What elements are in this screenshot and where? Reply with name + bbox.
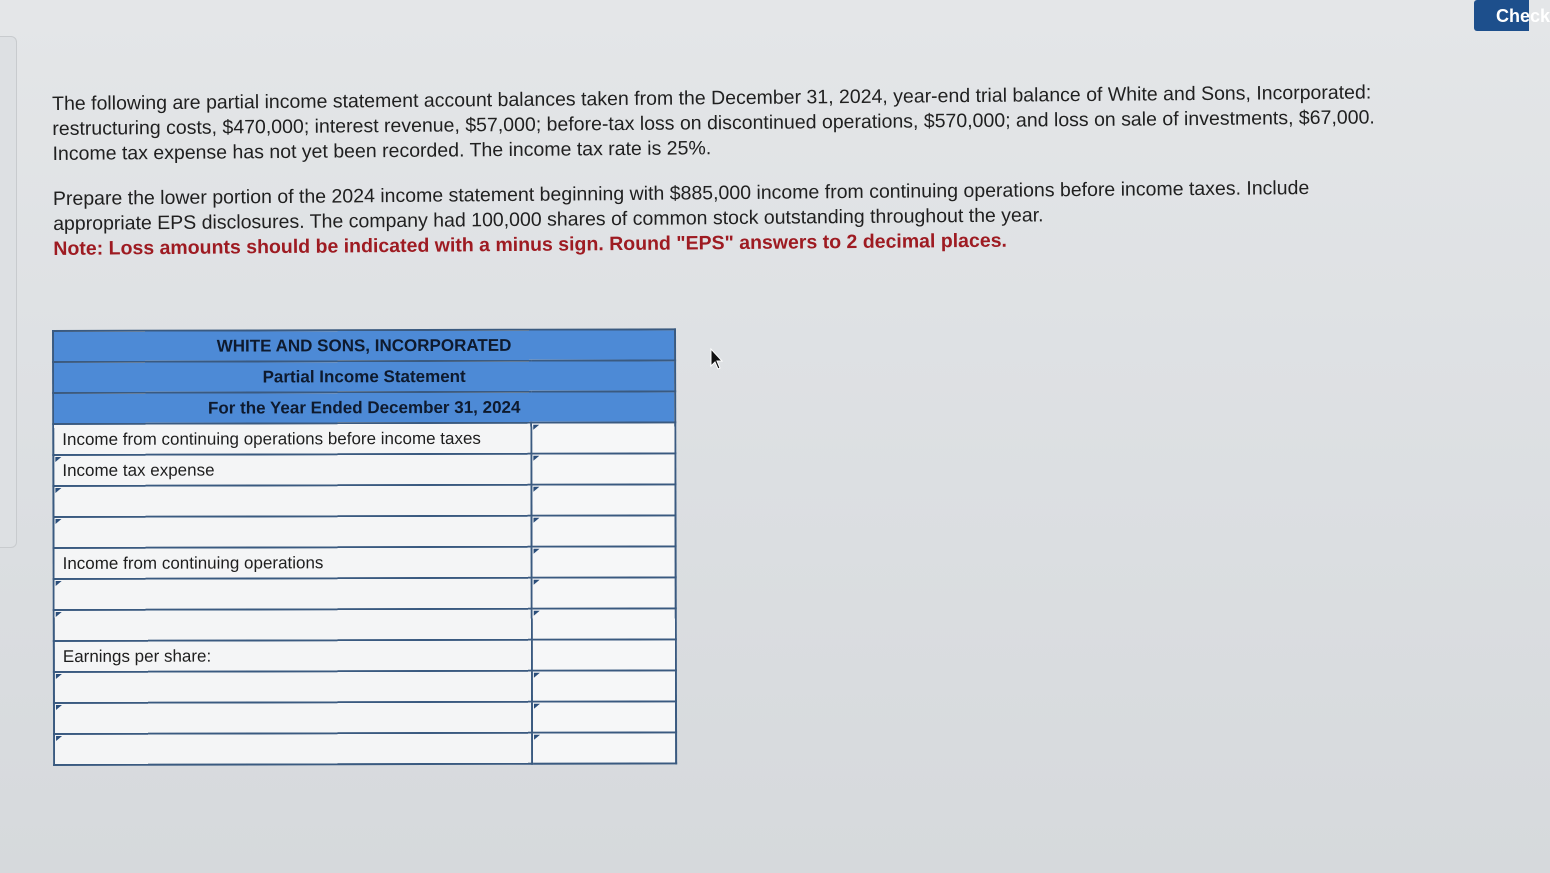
amount-cell[interactable] <box>531 515 676 546</box>
mouse-pointer-icon <box>710 348 724 372</box>
statement-title: Partial Income Statement <box>53 360 675 393</box>
amount-cell[interactable] <box>532 732 677 763</box>
amount-input[interactable] <box>532 548 675 575</box>
table-row <box>53 422 675 455</box>
amount-cell[interactable] <box>531 453 676 484</box>
dropdown-marker-icon <box>533 425 539 430</box>
amount-cell[interactable] <box>531 422 676 453</box>
statement-period: For the Year Ended December 31, 2024 <box>53 391 675 424</box>
table-row <box>54 577 676 610</box>
row-label: Earnings per share: <box>62 646 212 666</box>
row-label: Income tax expense <box>62 460 215 480</box>
dropdown-marker-icon <box>55 457 61 462</box>
dropdown-marker-icon <box>533 611 539 616</box>
label-input[interactable] <box>60 611 531 639</box>
dropdown-marker-icon <box>56 705 62 710</box>
problem-paragraph-2 <box>53 175 1394 262</box>
row-label-cell[interactable] <box>54 671 532 703</box>
amount-cell[interactable] <box>531 577 676 608</box>
dropdown-marker-icon <box>56 581 62 586</box>
dropdown-marker-icon <box>533 518 539 523</box>
problem-instructions: Prepare the lower portion of the 2024 income statement beginning with $885,000 income from continuing operations before income taxes. Include appropriate EPS disclosures. The company had 100,000 shares of common stock outstanding throughout the year. <box>52 177 1310 235</box>
company-name: WHITE AND SONS, INCORPORATED <box>53 329 675 362</box>
statement-header-period <box>53 391 675 424</box>
dropdown-marker-icon <box>56 612 62 617</box>
amount-input[interactable] <box>532 610 675 637</box>
row-label: Income from continuing operations before income taxes <box>62 428 481 449</box>
dropdown-marker-icon <box>56 674 62 679</box>
amount-input[interactable] <box>532 703 675 730</box>
row-label-cell[interactable] <box>53 516 531 548</box>
income-statement-table <box>52 328 677 766</box>
label-input[interactable] <box>60 735 531 763</box>
dropdown-marker-icon <box>56 736 62 741</box>
statement-header-company <box>53 329 675 362</box>
table-row <box>54 732 676 765</box>
row-label-cell[interactable] <box>54 609 532 641</box>
dropdown-marker-icon <box>55 519 61 524</box>
statement-header-title <box>53 360 675 393</box>
amount-cell[interactable] <box>531 608 676 639</box>
label-input[interactable] <box>59 487 530 515</box>
dropdown-marker-icon <box>533 549 539 554</box>
amount-cell[interactable] <box>531 701 676 732</box>
amount-input[interactable] <box>532 517 675 544</box>
check-button[interactable]: Check <box>1474 0 1529 31</box>
row-label-cell[interactable] <box>54 578 532 610</box>
amount-cell <box>531 639 676 670</box>
amount-input[interactable] <box>532 579 675 606</box>
income-statement-worksheet <box>52 328 679 766</box>
dropdown-marker-icon <box>533 456 539 461</box>
row-label: Income from continuing operations <box>62 552 324 573</box>
label-input[interactable] <box>60 673 531 701</box>
problem-text <box>52 80 1394 282</box>
label-input[interactable] <box>60 704 531 732</box>
row-label-cell[interactable] <box>54 702 532 734</box>
table-row <box>54 701 676 734</box>
table-row <box>53 453 675 486</box>
table-row <box>54 670 676 703</box>
amount-input[interactable] <box>533 734 676 761</box>
amount-cell[interactable] <box>531 546 676 577</box>
dropdown-marker-icon <box>533 487 539 492</box>
row-label-cell[interactable] <box>53 454 531 486</box>
table-row <box>53 484 675 517</box>
note-text: Note: Loss amounts should be indicated with a minus sign. Round "EPS" answers to 2 decimal places. <box>53 229 1008 260</box>
problem-paragraph-1: The following are partial income statement account balances taken from the December 31, 2024, year-end trial balance of White and Sons, Incorporated: restructuring costs, $470,000; interest revenue, $57,000; before-tax loss on discontinued operations, $570,000; and loss on sale of investments, $67,000. Income tax expense has not yet been recorded. The income tax rate is 25%. <box>52 81 1375 165</box>
dropdown-marker-icon <box>533 673 539 678</box>
label-input[interactable] <box>59 518 530 546</box>
amount-input[interactable] <box>532 455 675 482</box>
row-label-cell <box>54 547 532 579</box>
row-label-cell[interactable] <box>53 485 531 517</box>
table-row <box>54 546 676 579</box>
amount-cell[interactable] <box>531 484 676 515</box>
table-row <box>54 608 676 641</box>
dropdown-marker-icon <box>533 704 539 709</box>
row-label-cell <box>54 640 532 672</box>
dropdown-marker-icon <box>533 580 539 585</box>
left-panel-edge <box>0 36 17 548</box>
dropdown-marker-icon <box>534 735 540 740</box>
amount-input[interactable] <box>532 424 675 451</box>
label-input[interactable] <box>60 580 531 608</box>
table-row <box>54 639 676 672</box>
row-label-cell[interactable] <box>54 733 532 765</box>
row-label-cell <box>53 423 531 455</box>
dropdown-marker-icon <box>55 488 61 493</box>
table-row <box>53 515 675 548</box>
amount-cell[interactable] <box>531 670 676 701</box>
amount-input[interactable] <box>532 672 675 699</box>
amount-input[interactable] <box>532 486 675 513</box>
